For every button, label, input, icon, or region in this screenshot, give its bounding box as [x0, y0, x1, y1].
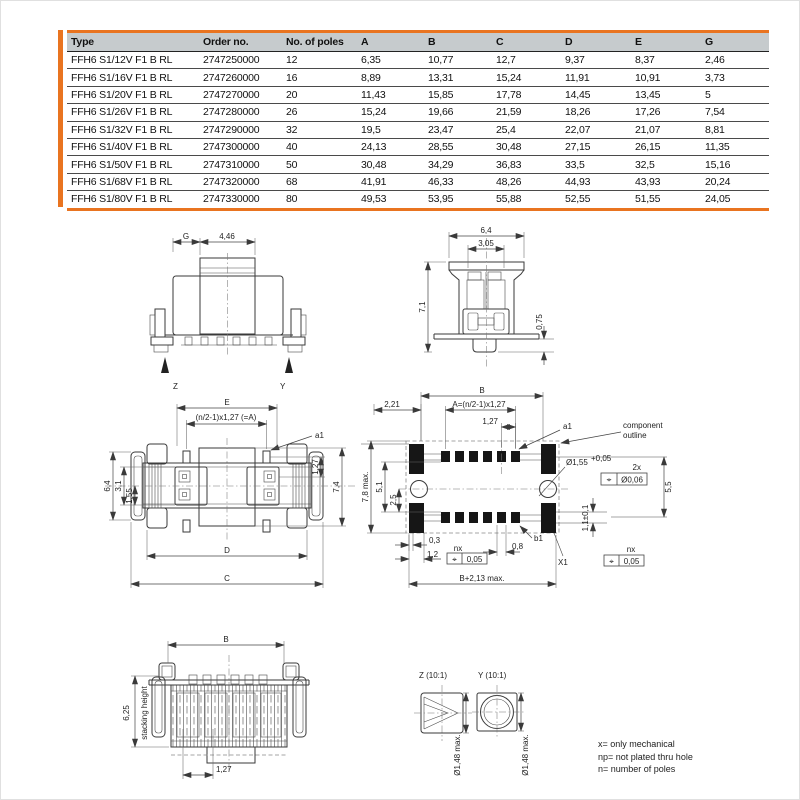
dim-label-64: 6,4	[480, 226, 492, 235]
table-row	[67, 138, 769, 155]
col-header-g: G	[702, 32, 769, 52]
table-cell: 46,33	[425, 173, 493, 190]
table-cell: 11,35	[702, 138, 769, 155]
dim-label-b: B	[479, 386, 485, 395]
dim-label-08: 0,8	[512, 542, 524, 551]
table-cell: 80	[283, 191, 358, 209]
table-cell: 5	[702, 86, 769, 103]
dim-label-127: 1,27	[216, 765, 232, 774]
col-header-order-no: Order no.	[200, 32, 283, 52]
table-cell: 16	[283, 69, 358, 86]
table-row	[67, 121, 769, 138]
table-cell: 2747330000	[200, 191, 283, 209]
pos-tol-value-3: 0,05	[623, 557, 640, 566]
table-cell: 48,26	[493, 173, 562, 190]
table-cell: 53,95	[425, 191, 493, 209]
table-cell: 24,05	[702, 191, 769, 209]
table-cell: 12	[283, 52, 358, 69]
header-row	[67, 32, 769, 52]
table-cell: 10,77	[425, 52, 493, 69]
dim-label-305: 3,05	[478, 239, 494, 248]
table-cell: 43,93	[632, 173, 702, 190]
table-cell: 11,91	[562, 69, 632, 86]
dim-label-74: 7,4	[332, 481, 341, 493]
dim-label-127: 1,27	[311, 459, 320, 475]
table-cell: 22,07	[562, 121, 632, 138]
footnotes	[598, 738, 768, 776]
table-cell: FFH6 S1/16V F1 B RL	[67, 69, 200, 86]
table-cell: 36,83	[493, 156, 562, 173]
table-cell: 2,46	[702, 52, 769, 69]
table-cell: 41,91	[358, 173, 425, 190]
dim-label-b: B	[223, 635, 229, 644]
side-view-outline	[150, 258, 306, 352]
component-outline-label-1: component	[623, 421, 663, 430]
table-cell: 10,91	[632, 69, 702, 86]
footnote-x: x= only mechanical	[598, 739, 675, 749]
table-cell: FFH6 S1/68V F1 B RL	[67, 173, 200, 190]
dim-label-155: 1,55	[125, 488, 134, 504]
table-cell: 50	[283, 156, 358, 173]
table-cell: 15,85	[425, 86, 493, 103]
table-cell: 27,15	[562, 138, 632, 155]
table-cell: 25,4	[493, 121, 562, 138]
table-cell: FFH6 S1/20V F1 B RL	[67, 86, 200, 103]
col-header-type: Type	[67, 32, 200, 52]
section-label-z: Z	[173, 382, 178, 391]
table-cell: 52,55	[562, 191, 632, 209]
footnote-np: np= not plated thru hole	[598, 751, 693, 762]
table-cell: 2747310000	[200, 156, 283, 173]
table-cell: 30,48	[493, 138, 562, 155]
solder-pads	[409, 444, 556, 533]
table-row	[67, 191, 769, 209]
col-header-a: A	[358, 32, 425, 52]
dim-label-11: 1,1±0,1	[581, 504, 590, 532]
col-header-b: B	[425, 32, 493, 52]
pos-tol-value-2: 0,05	[466, 555, 483, 564]
table-cell: 8,89	[358, 69, 425, 86]
table-cell: 30,48	[358, 156, 425, 173]
table-cell: 20,24	[702, 173, 769, 190]
table-cell: 34,29	[425, 156, 493, 173]
table-cell: 2747290000	[200, 121, 283, 138]
dim-label-71: 7,1	[418, 301, 427, 313]
col-header-d: D	[562, 32, 632, 52]
qty-label-2x: 2x	[632, 463, 641, 472]
dim-label-12: 1,2	[427, 550, 439, 559]
table-cell: 15,24	[358, 104, 425, 121]
table-cell: 12,7	[493, 52, 562, 69]
drawing-top-view	[99, 394, 364, 606]
table-cell: 21,07	[632, 121, 702, 138]
dim-label-075: 0,75	[535, 314, 544, 330]
footnote-n: n= number of poles	[598, 764, 676, 774]
table-cell: 2747260000	[200, 69, 283, 86]
dim-label-31: 3,1	[114, 480, 123, 492]
dim-label-51: 5,1	[375, 481, 384, 493]
table-row	[67, 156, 769, 173]
dim-label-625: 6,25	[122, 705, 131, 721]
table-cell: 32	[283, 121, 358, 138]
spec-table	[67, 30, 769, 211]
spec-table-head	[67, 32, 769, 52]
table-cell: 28,55	[425, 138, 493, 155]
component-outline-label-2: outline	[623, 431, 647, 440]
hole-tol-label: +0,05	[591, 454, 612, 463]
table-cell: 2747300000	[200, 138, 283, 155]
table-cell: 32,5	[632, 156, 702, 173]
col-header-e: E	[632, 32, 702, 52]
dim-label-a: A=(n/2-1)x1,27	[452, 400, 506, 409]
table-cell: FFH6 S1/40V F1 B RL	[67, 138, 200, 155]
spec-table-body	[67, 52, 769, 210]
table-cell: 8,81	[702, 121, 769, 138]
table-cell: 23,47	[425, 121, 493, 138]
table-cell: 15,16	[702, 156, 769, 173]
table-cell: FFH6 S1/12V F1 B RL	[67, 52, 200, 69]
table-row	[67, 69, 769, 86]
dim-label-221: 2,21	[384, 400, 400, 409]
table-cell: 21,59	[493, 104, 562, 121]
dim-label-g: G	[182, 232, 190, 241]
position-tolerance-icon: ⌖	[606, 475, 612, 486]
table-cell: 2747270000	[200, 86, 283, 103]
accent-bar	[58, 30, 63, 207]
table-cell: 26	[283, 104, 358, 121]
dim-label-e: E	[224, 398, 230, 407]
table-cell: 6,35	[358, 52, 425, 69]
table-cell: FFH6 S1/50V F1 B RL	[67, 156, 200, 173]
table-cell: 11,43	[358, 86, 425, 103]
table-cell: 17,26	[632, 104, 702, 121]
section-label-y: Y	[280, 382, 286, 391]
col-header-poles: No. of poles	[283, 32, 358, 52]
table-cell: FFH6 S1/26V F1 B RL	[67, 104, 200, 121]
table-cell: 26,15	[632, 138, 702, 155]
table-cell: 33,5	[562, 156, 632, 173]
label-x1: X1	[558, 558, 568, 567]
component-outline	[406, 441, 559, 533]
pin-label-a1: a1	[315, 431, 324, 440]
table-cell: 7,54	[702, 104, 769, 121]
dim-label-c: C	[224, 574, 230, 583]
table-cell: 13,45	[632, 86, 702, 103]
detail-z-title: Z (10:1)	[419, 671, 448, 680]
pin-label-a1: a1	[563, 422, 572, 431]
table-row	[67, 86, 769, 103]
drawing-cross-section	[416, 222, 576, 397]
dim-label-bmax: B+2,13 max.	[459, 574, 505, 583]
detail-y-dia-label: Ø1,48 max.	[521, 734, 530, 776]
detail-z-dia-label: Ø1,48 max.	[453, 734, 462, 776]
table-row	[67, 104, 769, 121]
nx-label-right: nx	[626, 545, 636, 554]
table-cell: 40	[283, 138, 358, 155]
dim-label-25: 2,5	[389, 494, 398, 506]
detail-y-title: Y (10:1)	[478, 671, 507, 680]
dim-label-78max: 7,8 max.	[361, 471, 370, 503]
table-cell: 9,37	[562, 52, 632, 69]
table-cell: 3,73	[702, 69, 769, 86]
dim-label-55: 5,5	[664, 481, 673, 493]
table-cell: 2747280000	[200, 104, 283, 121]
side-view-dimensions	[173, 232, 255, 255]
table-row	[67, 52, 769, 69]
dim-label-03: 0,3	[429, 536, 441, 545]
col-header-c: C	[493, 32, 562, 52]
table-cell: 19,66	[425, 104, 493, 121]
table-cell: 18,26	[562, 104, 632, 121]
position-tolerance-icon: ⌖	[452, 555, 457, 565]
table-cell: 8,37	[632, 52, 702, 69]
table-cell: 55,88	[493, 191, 562, 209]
nx-label-left: nx	[453, 544, 463, 553]
drawing-front-view	[119, 629, 344, 800]
pos-tol-value-1: Ø0,06	[621, 475, 643, 485]
table-cell: 15,24	[493, 69, 562, 86]
table-cell: 20	[283, 86, 358, 103]
detail-z-dimension	[453, 693, 469, 776]
dim-label-d: D	[224, 546, 230, 555]
table-cell: 68	[283, 173, 358, 190]
table-cell: 51,55	[632, 191, 702, 209]
dim-label-pitch: (n/2-1)x1,27 (=A)	[195, 413, 257, 422]
table-cell: 49,53	[358, 191, 425, 209]
table-row	[67, 173, 769, 190]
drawing-side-view	[131, 227, 331, 397]
table-cell: FFH6 S1/80V F1 B RL	[67, 191, 200, 209]
table-cell: 44,93	[562, 173, 632, 190]
pin-label-b1: b1	[534, 534, 543, 543]
table-cell: 24,13	[358, 138, 425, 155]
table-cell: 17,78	[493, 86, 562, 103]
table-cell: 2747250000	[200, 52, 283, 69]
table-cell: 19,5	[358, 121, 425, 138]
dim-label-446: 4,46	[219, 232, 235, 241]
top-view-dimensions	[103, 398, 346, 588]
table-cell: 2747320000	[200, 173, 283, 190]
table-cell: 14,45	[562, 86, 632, 103]
drawing-details	[414, 663, 589, 800]
table-cell: FFH6 S1/32V F1 B RL	[67, 121, 200, 138]
section-arrow-z-icon	[161, 357, 169, 373]
stacking-height-label: stacking height	[140, 686, 149, 740]
detail-y-dimension	[518, 693, 530, 776]
drawing-footprint	[361, 384, 691, 601]
position-tolerance-icon: ⌖	[609, 557, 614, 567]
dim-label-64: 6,4	[103, 480, 112, 492]
table-cell: 13,31	[425, 69, 493, 86]
footprint-dimensions	[361, 386, 673, 588]
dim-label-127: 1,27	[482, 417, 498, 426]
hole-dia-label: Ø1,55	[566, 458, 588, 467]
section-arrow-y-icon	[285, 357, 293, 373]
